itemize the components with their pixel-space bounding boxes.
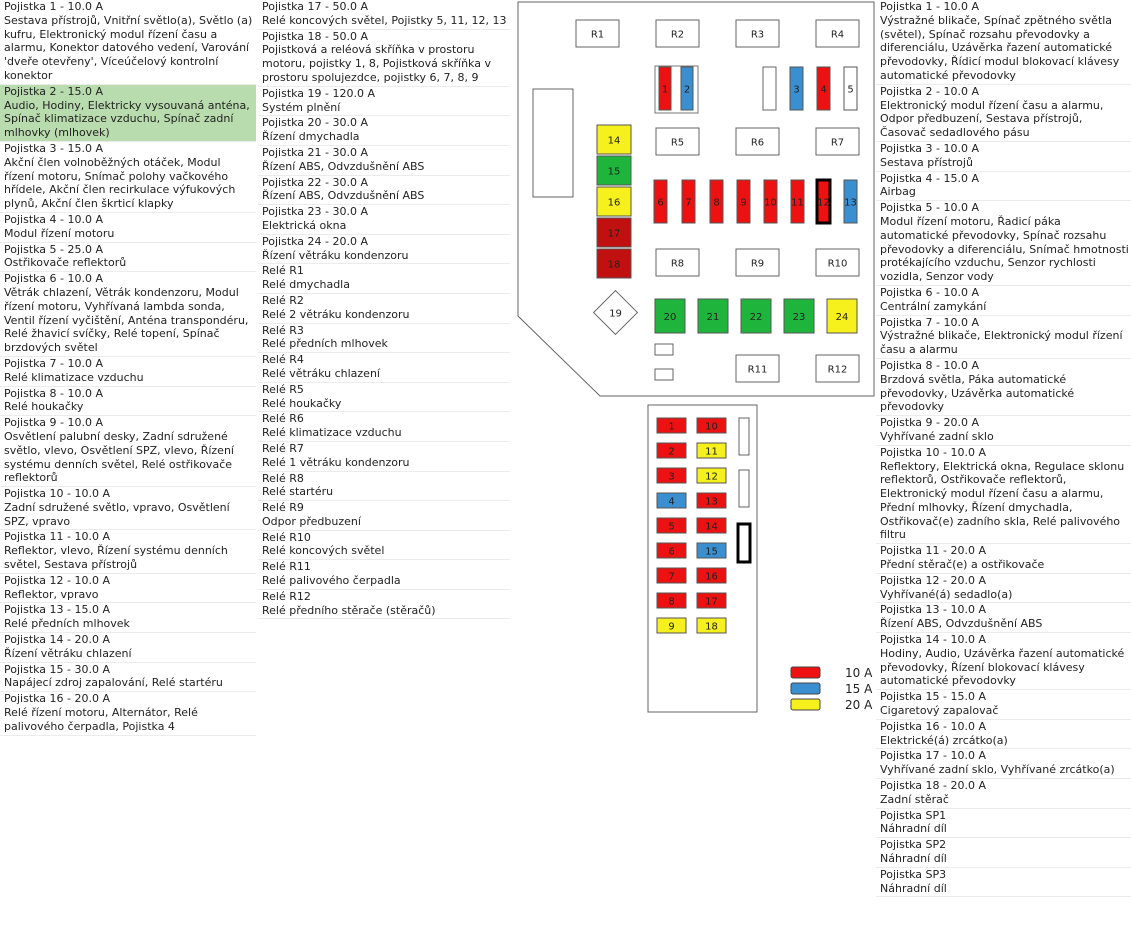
fuse-2[interactable] [681, 67, 693, 110]
fuse-entry[interactable] [876, 0, 1131, 85]
passenger-fuse-13[interactable] [697, 493, 726, 508]
fuse-entry-title: Relé R9 [262, 501, 304, 515]
relay-12-label: R12 [827, 364, 848, 376]
fuse-entry-description: Odpor předbuzení [262, 514, 361, 528]
relay-8-label: R8 [670, 258, 685, 270]
connector-slot [533, 89, 573, 197]
fuse-entry-title: Pojistka 4 - 10.0 A [4, 212, 104, 226]
fuse-entry-description: Relé předního stěrače (stěračů) [262, 603, 436, 617]
fuse-entry-title: Pojistka 1 - 10.0 A [4, 0, 104, 13]
passenger-fuse-5-label: 5 [668, 521, 675, 533]
fuse-entry-title: Pojistka 22 - 30.0 A [262, 175, 369, 189]
fuse-entry-description: Napájecí zdroj zapalování, Relé startéru [4, 676, 223, 690]
fuse-entry-title: Pojistka SP3 [880, 867, 947, 881]
fuse-entry[interactable] [0, 272, 256, 357]
fuse-entry-description: Relé houkačky [4, 400, 84, 414]
fuse-entry-description: Řízení ABS, Odvzdušnění ABS [880, 617, 1043, 631]
passenger-fuse-2[interactable] [657, 443, 686, 458]
jcase-fuse-23-label: 23 [792, 312, 806, 323]
fuse-entry-title: Pojistka 14 - 20.0 A [4, 633, 111, 647]
fuse-entry[interactable] [876, 574, 1131, 604]
fuse-entry[interactable] [0, 663, 256, 693]
fuse-entry-title: Pojistka 13 - 10.0 A [880, 603, 987, 617]
fuse-entry-description: Vyhřívané zadní sklo [880, 429, 994, 443]
relay-3[interactable] [736, 20, 779, 47]
passenger-fuse-17-label: 17 [705, 596, 718, 608]
fuse-entry-title: Pojistka 12 - 20.0 A [880, 573, 987, 587]
passenger-fuse-18-label: 18 [705, 621, 718, 633]
fuse-2-label: 2 [683, 84, 691, 96]
fuse-entry[interactable] [258, 235, 510, 265]
passenger-fuse-1-label: 1 [668, 421, 675, 433]
maxi-fuse-18[interactable] [597, 249, 631, 278]
fuse-entry[interactable] [258, 264, 510, 294]
fuse-entry[interactable] [0, 213, 256, 243]
fuse-entry-description: Hodiny, Audio, Uzávěrka řazení automatické převodovky, Řízení blokovací klávesy automatické převodovky [880, 646, 1125, 688]
fuse-entry-title: Pojistka 8 - 10.0 A [4, 386, 104, 400]
fuse-entry[interactable] [876, 316, 1131, 359]
fuse-entry[interactable] [258, 501, 510, 531]
jcase-fuse-20[interactable] [655, 299, 685, 333]
fuse-entry-title: Pojistka 18 - 50.0 A [262, 29, 369, 43]
fuse-entry-title: Pojistka 13 - 15.0 A [4, 603, 111, 617]
relay-11[interactable] [736, 355, 779, 382]
jcase-fuse-21[interactable] [698, 299, 728, 333]
fuse-entry-title: Pojistka 21 - 30.0 A [262, 145, 369, 159]
fuse-10-label: 10 [764, 197, 777, 209]
fuse-entry-title: Pojistka 2 - 10.0 A [880, 84, 980, 98]
fuse-entry[interactable] [258, 176, 510, 206]
fuse-entry[interactable] [876, 544, 1131, 574]
fuse-entry-description: Centrální zamykání [880, 299, 987, 313]
fuse-entry-description: Sestava přístrojů, Vnitřní světlo(a), Světlo (a) kufru, Elektronický modul řízení času a alarmu, Konektor datového vedení, Varování 'dveře otevřeny', Víceúčelový kontrolní konektor [4, 13, 253, 82]
fuse-entry-description: Ostřikovače reflektorů [4, 256, 127, 270]
fuse-entry[interactable] [258, 442, 510, 472]
legend-item [791, 666, 873, 680]
fuse-entry-title: Pojistka 5 - 10.0 A [880, 201, 980, 215]
fuse-entry-description: Relé koncových světel, Pojistky 5, 11, 12, 13 [262, 13, 507, 27]
fuse-12-label: 12 [817, 197, 830, 209]
relay-10-label: R10 [827, 258, 848, 270]
fuse-entry[interactable] [876, 720, 1131, 750]
relay-4[interactable] [816, 20, 859, 47]
fuse-entry-description: Relé řízení motoru, Alternátor, Relé palivového čerpadla, Pojistka 4 [4, 706, 198, 733]
fuse-entry[interactable] [876, 690, 1131, 720]
fuse-entry-description: Elektrické(á) zrcátko(a) [880, 733, 1008, 747]
fuse-entry-description: Náhradní díl [880, 881, 947, 895]
fuse-entry-description: Relé větráku chlazení [262, 366, 380, 380]
fuse-entry-description: Řízení dmychadla [262, 130, 360, 144]
passenger-fuse-3-label: 3 [668, 471, 675, 483]
fuse-entry[interactable] [0, 487, 256, 530]
legend-label: 20 A [845, 698, 873, 712]
fuse-entry-title: Relé R5 [262, 382, 304, 396]
fuse-entry[interactable] [876, 142, 1131, 172]
fuse-entry-title: Relé R6 [262, 412, 304, 426]
fuse-3-label: 3 [793, 84, 800, 96]
fuse-entry[interactable] [0, 603, 256, 633]
fuse-entry[interactable] [258, 353, 510, 383]
selected-slot [738, 524, 750, 562]
fuse-entry-title: Pojistka 2 - 15.0 A [4, 84, 104, 98]
fuse-entry-description: Reflektor, vpravo [4, 587, 99, 601]
fuse-entry-description: Modul řízení motoru [4, 226, 115, 240]
fuse-entry-description: Řízení ABS, Odvzdušnění ABS [262, 159, 425, 173]
passenger-fuse-18[interactable] [697, 618, 726, 633]
fuse-entry-description: Relé dmychadla [262, 278, 350, 292]
passenger-fuse-11-label: 11 [705, 446, 718, 458]
fuse-entry-description: Pojistková a reléová skříňka v prostoru motoru, pojistky 1, 8, Pojistková skříňka v prostoru spolujezdce, pojistky 6, 7, 8, 9 [262, 43, 491, 84]
middle-fuse-list [258, 0, 510, 619]
fuse-4[interactable] [817, 67, 830, 110]
fuse-entry[interactable] [876, 809, 1131, 839]
fuse-entry[interactable] [258, 30, 510, 87]
maxi-fuse-16-label: 16 [607, 197, 621, 209]
fuse-entry[interactable] [876, 359, 1131, 416]
fuse-entry-title: Pojistka 20 - 30.0 A [262, 116, 369, 130]
relay-3-label: R3 [750, 29, 765, 41]
fuse-entry-title: Pojistka 23 - 30.0 A [262, 205, 369, 219]
fuse-entry-title: Pojistka 1 - 10.0 A [880, 0, 980, 13]
fuse-entry-description: Audio, Hodiny, Elektricky vysouvaná anténa, Spínač klimatizace vzduchu, Spínač zadní mlhovky (mlhovek) [4, 98, 250, 140]
fuse-8-label: 8 [713, 197, 720, 209]
passenger-fuse-15[interactable] [697, 543, 726, 558]
fuse-entry-title: Pojistka 6 - 10.0 A [4, 272, 104, 286]
fuse-entry-description: Akční člen volnoběžných otáček, Modul řízení motoru, Snímač polohy vačkového hřídele, Akční člen recirkulace výfukových plynů, Akční člen škrticí klapky [4, 155, 236, 211]
relay-4-label: R4 [830, 29, 845, 41]
fuse-entry-title: Pojistka 5 - 25.0 A [4, 242, 104, 256]
relay-8[interactable] [656, 249, 699, 276]
fuse-entry-description: Reflektory, Elektrická okna, Regulace sklonu reflektorů, Ostřikovače reflektorů, Elektronický modul řízení času a alarmu, Přední mlhovky, Řízení dmychadla, Ostřikovač(e) zadního skla, Relé palivového filtru [880, 459, 1125, 542]
passenger-fuse-8-label: 8 [668, 596, 675, 608]
fuse-entry-title: Pojistka 8 - 10.0 A [880, 358, 980, 372]
relay-12[interactable] [816, 355, 859, 382]
passenger-fuse-9[interactable] [657, 618, 686, 633]
passenger-fuse-12-label: 12 [705, 471, 718, 483]
relay-7-label: R7 [830, 137, 845, 149]
relay-5-label: R5 [670, 137, 685, 149]
fuse-entry-title: Relé R8 [262, 471, 304, 485]
fuse-entry-description: Vyhřívané(á) sedadlo(a) [880, 587, 1013, 601]
jcase-fuse-24[interactable] [827, 299, 857, 333]
fuse-entry-description: Airbag [880, 185, 916, 199]
fuse-entry-title: Pojistka 15 - 15.0 A [880, 690, 987, 704]
passenger-fuse-9-label: 9 [668, 621, 675, 633]
fuse-5-label: 5 [847, 84, 854, 96]
fuse-entry-title: Pojistka 10 - 10.0 A [4, 487, 111, 501]
relay-1[interactable] [576, 20, 619, 47]
fuse-entry[interactable] [876, 749, 1131, 779]
passenger-fuse-12[interactable] [697, 468, 726, 483]
fuse-entry-title: Relé R10 [262, 530, 311, 544]
relay-2[interactable] [656, 20, 699, 47]
passenger-fuse-14[interactable] [697, 518, 726, 533]
passenger-fuse-16-label: 16 [705, 571, 718, 583]
maxi-fuse-18-label: 18 [607, 259, 621, 271]
fuse-entry-title: Pojistka 14 - 10.0 A [880, 633, 987, 647]
fuse-entry-description: Řízení větráku kondenzoru [262, 248, 409, 262]
fuse-9-label: 9 [740, 197, 747, 209]
fuse-entry-description: Brzdová světla, Páka automatické převodovky, Uzávěrka automatické převodovky [880, 372, 1075, 414]
relay-2-label: R2 [670, 29, 685, 41]
fuse-1-label: 1 [661, 84, 669, 96]
relay-1-label: R1 [590, 29, 605, 41]
fuse-entry-title: Pojistka 19 - 120.0 A [262, 86, 376, 100]
fuse-entry[interactable] [876, 201, 1131, 286]
fuse-entry-description: Relé 1 větráku kondenzoru [262, 455, 410, 469]
fuse-3[interactable] [790, 67, 803, 110]
relay-6[interactable] [736, 128, 779, 155]
fuse-entry[interactable] [258, 294, 510, 324]
fuse-entry-description: Elektrická okna [262, 218, 347, 232]
fuse-entry-description: Relé předních mlhovek [4, 617, 130, 631]
fuse-entry-description: Výstražné blikače, Spínač zpětného světla (světel), Spínač rozsahu převodovky a diferenciálu, Uzávěrka řazení automatické převodovky, Řídicí modul blokovací klávesy automatické převodovky [880, 13, 1120, 82]
right-fuse-list [876, 0, 1131, 897]
fuse-7[interactable] [682, 180, 695, 223]
fuse-1[interactable] [659, 67, 671, 110]
fuse-13-label: 13 [844, 197, 857, 209]
passenger-fuse-7[interactable] [657, 568, 686, 583]
relay-10[interactable] [816, 249, 859, 276]
fuse-entry-title: Pojistka 4 - 15.0 A [880, 171, 980, 185]
maxi-fuse-17-label: 17 [607, 228, 621, 240]
passenger-fuse-6-label: 6 [668, 546, 675, 558]
fuse-entry[interactable] [876, 286, 1131, 316]
fuse-entry[interactable] [258, 324, 510, 354]
relay-9-label: R9 [750, 258, 765, 270]
fuse-entry-title: Pojistka 16 - 10.0 A [880, 719, 987, 733]
fuse-entry[interactable] [0, 142, 256, 213]
legend-label: 10 A [845, 666, 873, 680]
fuse-entry-title: Pojistka 7 - 10.0 A [880, 315, 980, 329]
fuse-entry-title: Pojistka 7 - 10.0 A [4, 356, 104, 370]
fuse-entry[interactable] [876, 838, 1131, 868]
relay-7[interactable] [816, 128, 859, 155]
fuse-10[interactable] [764, 180, 777, 223]
relay-9[interactable] [736, 249, 779, 276]
fuse-entry[interactable] [258, 531, 510, 561]
relay-6-label: R6 [750, 137, 765, 149]
fuse-entry-title: Pojistka 12 - 10.0 A [4, 573, 111, 587]
fuse-6-label: 6 [657, 197, 664, 209]
fuse-12[interactable] [817, 180, 830, 223]
passenger-fuse-3[interactable] [657, 468, 686, 483]
passenger-fuse-16[interactable] [697, 568, 726, 583]
empty-slot [655, 344, 673, 355]
maxi-fuse-17[interactable] [597, 218, 631, 247]
fuse-entry-description: Relé klimatizace vzduchu [4, 370, 144, 384]
passenger-fuse-14-label: 14 [705, 521, 718, 533]
fuse-entry[interactable] [0, 633, 256, 663]
relay-11-label: R11 [747, 364, 768, 376]
fuse-entry-title: Relé R3 [262, 323, 304, 337]
fuse-entry-description: Náhradní díl [880, 822, 947, 836]
fuse-entry-title: Pojistka 16 - 20.0 A [4, 692, 111, 706]
fuse-entry[interactable] [876, 603, 1131, 633]
mega-fuse-19-label: 19 [609, 308, 622, 320]
fuse-11-label: 11 [791, 197, 804, 209]
fuse-entry-title: Pojistka 15 - 30.0 A [4, 662, 111, 676]
fuse-entry[interactable] [0, 416, 256, 487]
fuse-entry-title: Pojistka 6 - 10.0 A [880, 285, 980, 299]
fuse-entry-title: Relé R1 [262, 264, 304, 278]
jcase-fuse-21-label: 21 [706, 312, 720, 323]
passenger-fuse-11[interactable] [697, 443, 726, 458]
fuse-entry-description: Osvětlení palubní desky, Zadní sdružené světlo, vlevo, Osvětlení SPZ, vlevo, Řízení systému denních světel, Relé ostřikovače reflektorů [4, 429, 234, 485]
fuse-entry-description: Zadní stěrač [880, 792, 949, 806]
passenger-fuse-7-label: 7 [668, 571, 675, 583]
fuse-9[interactable] [737, 180, 750, 223]
fuse-entry-title: Pojistka 10 - 10.0 A [880, 445, 987, 459]
fuse-entry-description: Vyhřívané zadní sklo, Vyhřívané zrcátko(a) [880, 763, 1115, 777]
fuse-entry-title: Pojistka SP1 [880, 808, 947, 822]
fuse-entry[interactable] [876, 633, 1131, 690]
legend-item [791, 682, 873, 696]
fuse-entry-description: Relé koncových světel [262, 544, 385, 558]
fuse-entry[interactable] [0, 530, 256, 573]
fuse-entry-description: Relé houkačky [262, 396, 342, 410]
passenger-fuse-10[interactable] [697, 418, 726, 433]
fuse-entry[interactable] [258, 590, 510, 620]
passenger-fuse-17[interactable] [697, 593, 726, 608]
fuse-entry-title: Pojistka 17 - 10.0 A [880, 749, 987, 763]
fuse-entry-description: Sestava přístrojů [880, 155, 973, 169]
fuse-entry-title: Pojistka 18 - 20.0 A [880, 779, 987, 793]
fuse-entry[interactable] [876, 779, 1131, 809]
fuse-entry-title: Pojistka 17 - 50.0 A [262, 0, 369, 13]
fuse-entry-description: Relé palivového čerpadla [262, 574, 401, 588]
fuse-entry[interactable] [258, 205, 510, 235]
fuse-entry[interactable] [0, 357, 256, 387]
legend-label: 15 A [845, 682, 873, 696]
jcase-fuse-24-label: 24 [835, 312, 849, 323]
fuse-entry-title: Pojistka 9 - 20.0 A [880, 416, 980, 430]
fuse-entry-title: Pojistka 3 - 15.0 A [4, 141, 104, 155]
empty-slot [739, 418, 749, 455]
fuse-entry-description: Náhradní díl [880, 852, 947, 866]
fuse-entry[interactable] [0, 692, 256, 735]
fuse-entry[interactable] [258, 146, 510, 176]
fuse-entry[interactable] [258, 560, 510, 590]
fuse-entry-description: Řízení ABS, Odvzdušnění ABS [262, 189, 425, 203]
fuse-entry-title: Relé R11 [262, 560, 311, 574]
fuse-entry[interactable] [876, 446, 1131, 545]
fuse-entry[interactable] [876, 85, 1131, 142]
fuse-entry-title: Relé R12 [262, 589, 311, 603]
fuse-entry-description: Výstražné blikače, Elektronický modul řízení času a alarmu [880, 329, 1123, 357]
passenger-fuse-4[interactable] [657, 493, 686, 508]
jcase-fuse-20-label: 20 [663, 312, 677, 323]
passenger-fuse-8[interactable] [657, 593, 686, 608]
jcase-fuse-23[interactable] [784, 299, 814, 333]
passenger-fuse-4-label: 4 [668, 496, 675, 508]
maxi-fuse-16[interactable] [597, 187, 631, 216]
fuse-11[interactable] [791, 180, 804, 223]
fuse-entry-description: Větrák chlazení, Větrák kondenzoru, Modul řízení motoru, Vyhřívaná lambda sonda, Ventil řízení vyčištění, Anténa transpondéru, Relé žhavicí svíčky, Relé topení, Spínač brzdových světel [4, 285, 249, 355]
empty-slot [739, 470, 749, 507]
fuse-entry[interactable] [0, 243, 256, 273]
fuse-entry-description: Přední stěrač(e) a ostřikovače [880, 558, 1045, 572]
fuse-4-label: 4 [820, 84, 827, 96]
passenger-fuse-5[interactable] [657, 518, 686, 533]
relay-5[interactable] [656, 128, 699, 155]
passenger-fuse-6[interactable] [657, 543, 686, 558]
fuse-entry[interactable] [876, 416, 1131, 446]
fuse-entry[interactable] [258, 412, 510, 442]
fuse-entry-description: Cigaretový zapalovač [880, 704, 999, 718]
maxi-fuse-14[interactable] [597, 125, 631, 154]
maxi-fuse-15-label: 15 [607, 166, 621, 178]
fuse-13[interactable] [844, 180, 857, 223]
fuse-entry-description: Relé 2 větráku kondenzoru [262, 307, 410, 321]
jcase-fuse-22[interactable] [741, 299, 771, 333]
fuse-entry-title: Pojistka 3 - 10.0 A [880, 141, 980, 155]
fuse-entry[interactable] [0, 0, 256, 85]
fuse-entry[interactable] [258, 383, 510, 413]
fuse-entry-description: Relé startéru [262, 485, 334, 499]
fuse-entry-title: Relé R4 [262, 353, 304, 367]
fuse-entry-description: Systém plnění [262, 100, 341, 114]
fuse-entry-description: Řízení větráku chlazení [4, 646, 132, 660]
maxi-fuse-14-label: 14 [607, 135, 621, 147]
fuse-entry-description: Reflektor, vlevo, Řízení systému denních světel, Sestava přístrojů [4, 544, 228, 572]
fuse-entry-description: Zadní sdružené světlo, vpravo, Osvětlení SPZ, vpravo [4, 500, 230, 528]
fuse-entry-title: Pojistka 24 - 20.0 A [262, 234, 369, 248]
fuse-entry-title: Pojistka 11 - 10.0 A [4, 530, 111, 544]
legend-swatch [791, 683, 820, 694]
fuse-entry[interactable] [258, 87, 510, 117]
legend-swatch [791, 667, 820, 678]
passenger-fuse-2-label: 2 [668, 446, 675, 458]
fuse-5[interactable] [844, 67, 857, 110]
fuse-entry-title: Pojistka 11 - 20.0 A [880, 544, 987, 558]
fuse-entry[interactable] [258, 116, 510, 146]
fuse-entry-title: Relé R7 [262, 441, 304, 455]
fuse-6[interactable] [654, 180, 667, 223]
fuse-entry-title: Relé R2 [262, 293, 304, 307]
fuse-entry[interactable] [0, 387, 256, 417]
passenger-fuse-15-label: 15 [705, 546, 718, 558]
fuse-entry-title: Pojistka 9 - 10.0 A [4, 416, 104, 430]
fuse-entry[interactable] [0, 574, 256, 604]
fuse-entry[interactable] [258, 472, 510, 502]
passenger-fuse-13-label: 13 [705, 496, 718, 508]
empty-slot [655, 369, 673, 380]
passenger-fuse-10-label: 10 [705, 421, 718, 433]
fuse-entry-description: Relé předních mlhovek [262, 337, 388, 351]
maxi-fuse-15[interactable] [597, 156, 631, 185]
fuse-entry-title: Pojistka SP2 [880, 838, 947, 852]
fuse-8[interactable] [710, 180, 723, 223]
left-fuse-list [0, 0, 256, 736]
empty-fuse-slot [763, 67, 776, 110]
passenger-fuse-1[interactable] [657, 418, 686, 433]
fuse-entry[interactable] [258, 0, 510, 30]
fuse-7-label: 7 [685, 197, 692, 209]
fuse-entry[interactable] [876, 172, 1131, 202]
fuse-entry[interactable] [0, 85, 256, 142]
legend-swatch [791, 699, 820, 710]
fuse-entry-description: Modul řízení motoru, Řadicí páka automatické převodovky, Spínač rozsahu převodovky a diferenciálu, Snímač hmotnosti protékajícího vzduchu, Senzor rychlosti vozidla, Senzor vody [880, 214, 1129, 284]
fuse-entry-description: Elektronický modul řízení času a alarmu, Odpor předbuzení, Sestava přístrojů, Časovač sedadlového pásu [880, 98, 1104, 140]
jcase-fuse-22-label: 22 [749, 312, 763, 323]
fuse-entry-description: Relé klimatizace vzduchu [262, 426, 402, 440]
fuse-entry[interactable] [876, 868, 1131, 898]
legend-item [791, 698, 873, 712]
